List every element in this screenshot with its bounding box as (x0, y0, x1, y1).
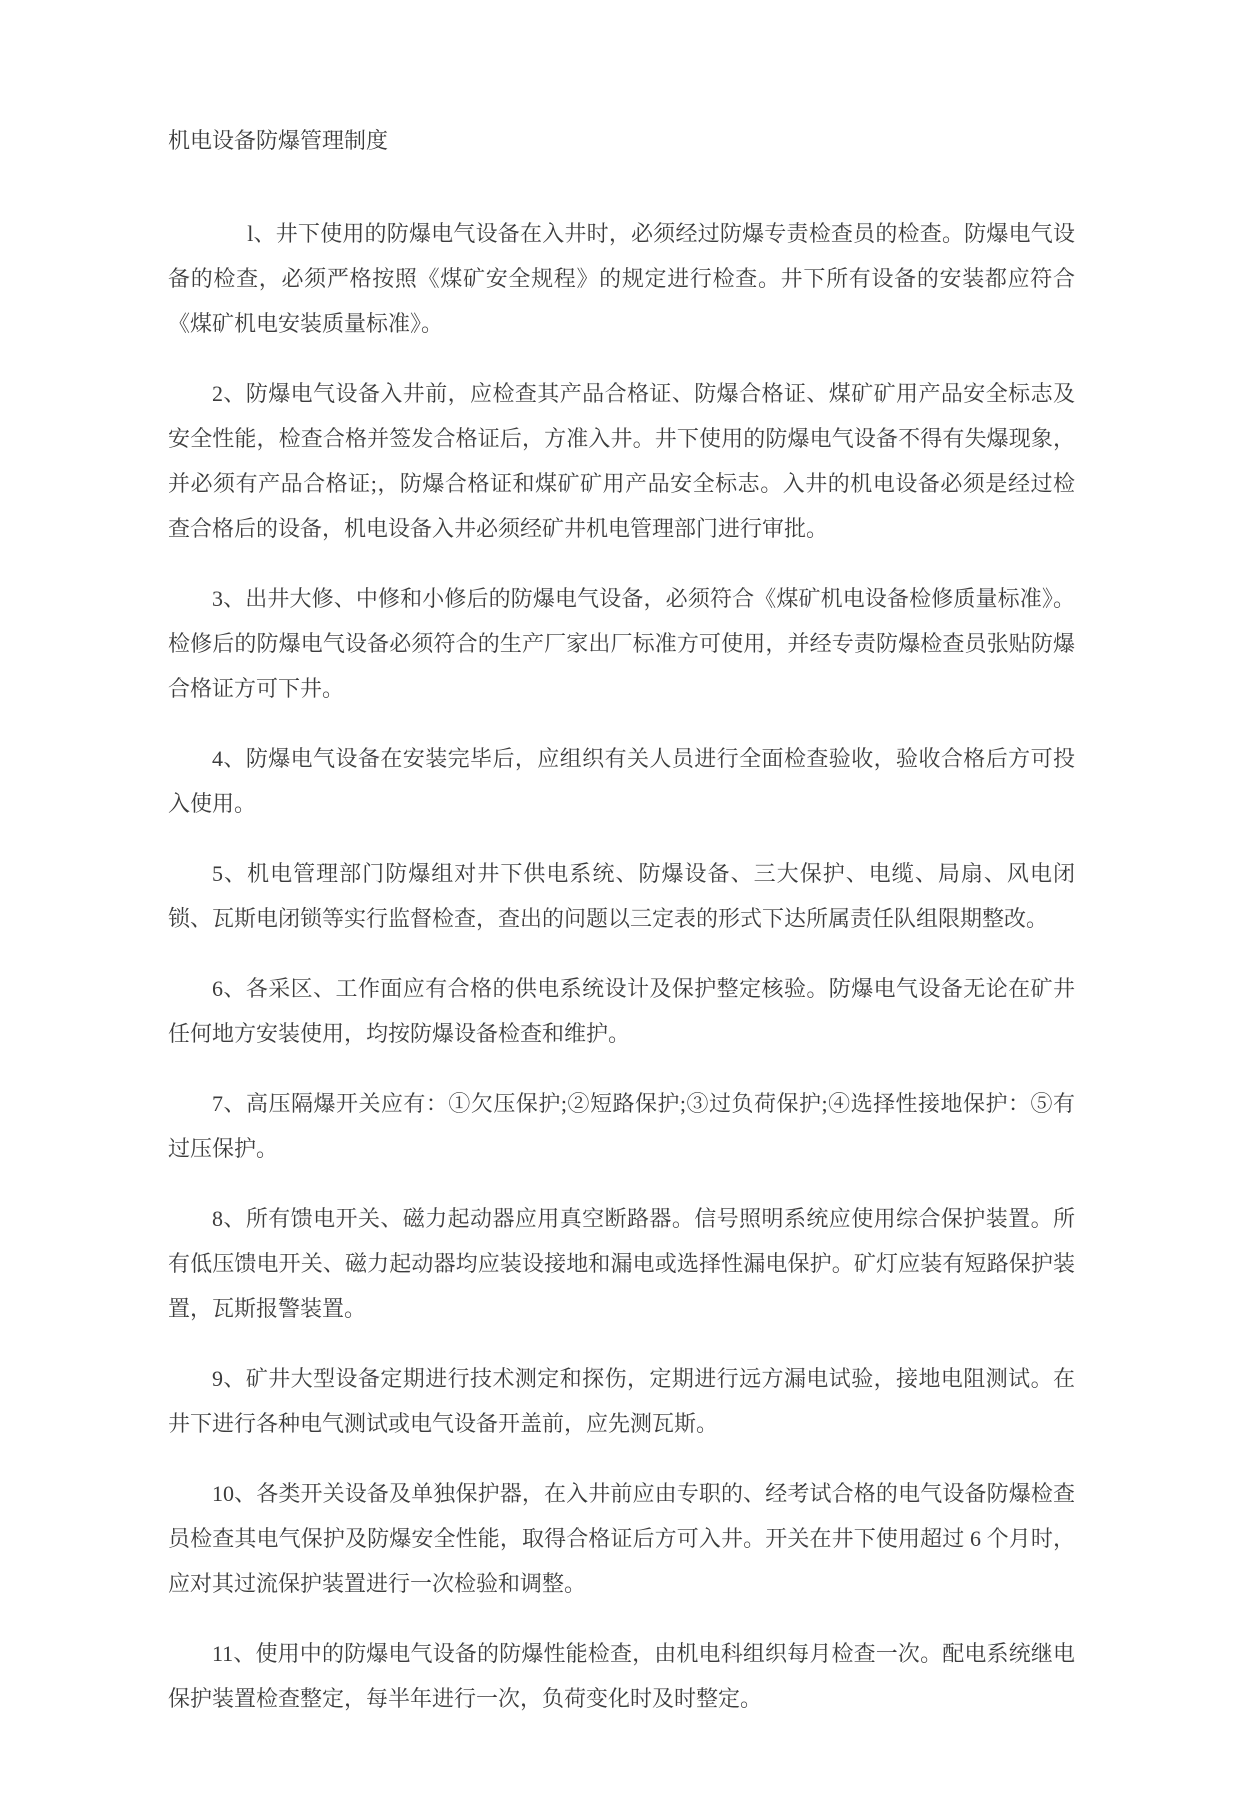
paragraph-item-7: 7、高压隔爆开关应有：①欠压保护;②短路保护;③过负荷保护;④选择性接地保护：⑤有过压保护。 (168, 1091, 1075, 1161)
paragraph-item-9: 9、矿井大型设备定期进行技术测定和探伤，定期进行远方漏电试验，接地电阻测试。在井下进行各种电气测试或电气设备开盖前，应先测瓦斯。 (168, 1366, 1075, 1436)
paragraph-item-4: 4、防爆电气设备在安装完毕后，应组织有关人员进行全面检查验收，验收合格后方可投入使用。 (168, 746, 1075, 816)
document-title: 机电设备防爆管理制度 (168, 128, 389, 153)
paragraph-item-2: 2、防爆电气设备入井前，应检查其产品合格证、防爆合格证、煤矿矿用产品安全标志及安全性能，检查合格并签发合格证后，方准入井。井下使用的防爆电气设备不得有失爆现象，并必须有产品合格证;，防爆合格证和煤矿矿用产品安全标志。入井的机电设备必须是经过检查合格后的设备，机电设备入井必须经矿井机电管理部门进行审批。 (168, 381, 1075, 541)
paragraph-item-10: 10、各类开关设备及单独保护器，在入井前应由专职的、经考试合格的电气设备防爆检查员检查其电气保护及防爆安全性能，取得合格证后方可入井。开关在井下使用超过 6 个月时，应对其过流保护装置进行一次检验和调整。 (168, 1481, 1075, 1596)
paragraph-item-6: 6、各采区、工作面应有合格的供电系统设计及保护整定核验。防爆电气设备无论在矿井任何地方安装使用，均按防爆设备检查和维护。 (168, 976, 1075, 1046)
paragraph-item-3: 3、出井大修、中修和小修后的防爆电气设备，必须符合《煤矿机电设备检修质量标准》。检修后的防爆电气设备必须符合的生产厂家出厂标准方可使用，并经专责防爆检查员张贴防爆合格证方可下井。 (168, 586, 1075, 701)
paragraph-item-1: l、井下使用的防爆电气设备在入井时，必须经过防爆专责检查员的检查。防爆电气设备的检查，必须严格按照《煤矿安全规程》的规定进行检查。井下所有设备的安装都应符合《煤矿机电安装质量标准》。 (168, 221, 1075, 336)
paragraph-item-11: 11、使用中的防爆电气设备的防爆性能检查，由机电科组织每月检查一次。配电系统继电保护装置检查整定，每半年进行一次，负荷变化时及时整定。 (168, 1641, 1075, 1711)
paragraph-item-5: 5、机电管理部门防爆组对井下供电系统、防爆设备、三大保护、电缆、局扇、风电闭锁、瓦斯电闭锁等实行监督检查，查出的问题以三定表的形式下达所属责任队组限期整改。 (168, 861, 1075, 931)
paragraph-item-8: 8、所有馈电开关、磁力起动器应用真空断路器。信号照明系统应使用综合保护装置。所有低压馈电开关、磁力起动器均应装设接地和漏电或选择性漏电保护。矿灯应装有短路保护装置，瓦斯报警装置。 (168, 1206, 1075, 1321)
